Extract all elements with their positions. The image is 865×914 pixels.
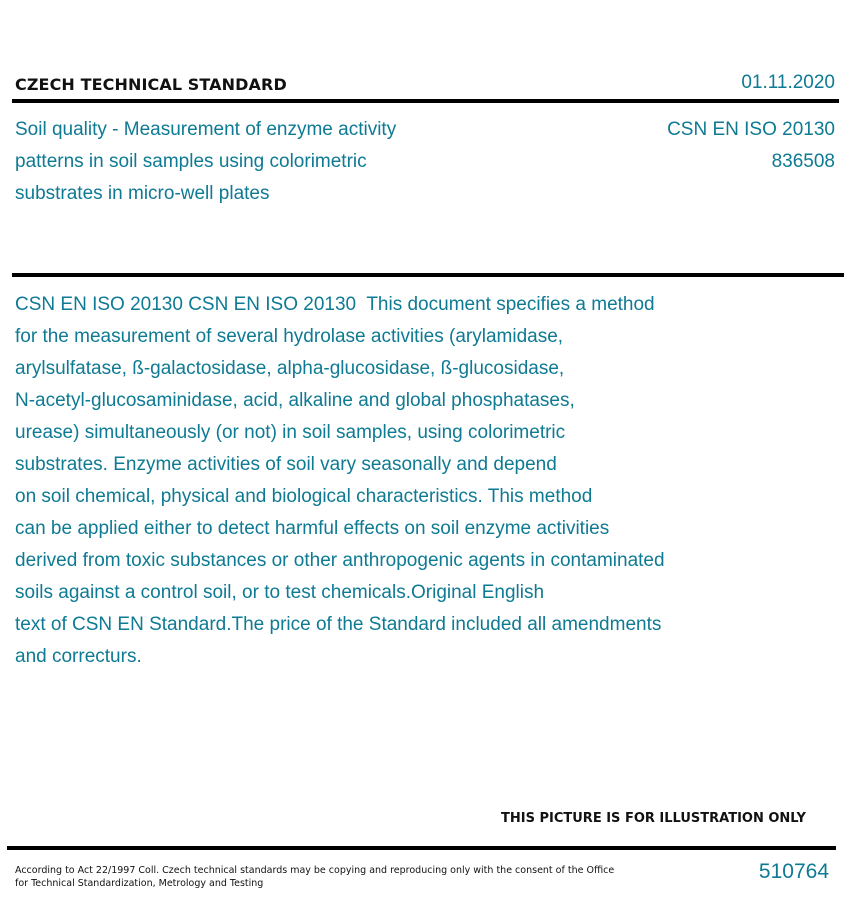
abstract-line: text of CSN EN Standard.The price of the Standard included all amendments — [15, 614, 662, 635]
abstract-text — [15, 289, 775, 673]
standard-number: CSN EN ISO 20130 — [667, 119, 835, 140]
abstract-line: N-acetyl-glucosaminidase, acid, alkaline and global phosphatases, — [15, 390, 575, 411]
abstract-line: CSN EN ISO 20130 CSN EN ISO 20130 This document specifies a method — [15, 294, 655, 315]
legal-line: According to Act 22/1997 Coll. Czech technical standards may be copying and reproducing only with the consent of the Office — [15, 865, 615, 876]
standard-codes — [667, 114, 835, 178]
illustration-notice: THIS PICTURE IS FOR ILLUSTRATION ONLY — [501, 811, 806, 826]
document-title — [15, 114, 485, 210]
standard-heading: CZECH TECHNICAL STANDARD — [15, 75, 287, 94]
section-divider — [12, 273, 844, 277]
abstract-line: derived from toxic substances or other anthropogenic agents in contaminated — [15, 550, 665, 571]
abstract-line: soils against a control soil, or to test chemicals.Original English — [15, 582, 545, 603]
abstract-line: arylsulfatase, ß-galactosidase, alpha-glucosidase, ß-glucosidase, — [15, 358, 565, 379]
publication-date: 01.11.2020 — [741, 72, 835, 93]
abstract-line: can be applied either to detect harmful effects on soil enzyme activities — [15, 518, 610, 539]
abstract-line: urease) simultaneously (or not) in soil samples, using colorimetric — [15, 422, 566, 443]
footer-number: 510764 — [758, 860, 829, 883]
footer-divider — [7, 846, 836, 850]
title-line: substrates in micro-well plates — [15, 183, 270, 204]
header-divider — [12, 99, 839, 103]
legal-notice — [15, 864, 615, 890]
legal-line: for Technical Standardization, Metrology and Testing — [15, 878, 264, 889]
catalog-number: 836508 — [771, 151, 835, 172]
abstract-line: and correcturs. — [15, 646, 142, 667]
abstract-line: substrates. Enzyme activities of soil vary seasonally and depend — [15, 454, 557, 475]
title-line: patterns in soil samples using colorimetric — [15, 151, 367, 172]
title-line: Soil quality - Measurement of enzyme activity — [15, 119, 397, 140]
abstract-line: on soil chemical, physical and biological characteristics. This method — [15, 486, 593, 507]
abstract-line: for the measurement of several hydrolase activities (arylamidase, — [15, 326, 564, 347]
